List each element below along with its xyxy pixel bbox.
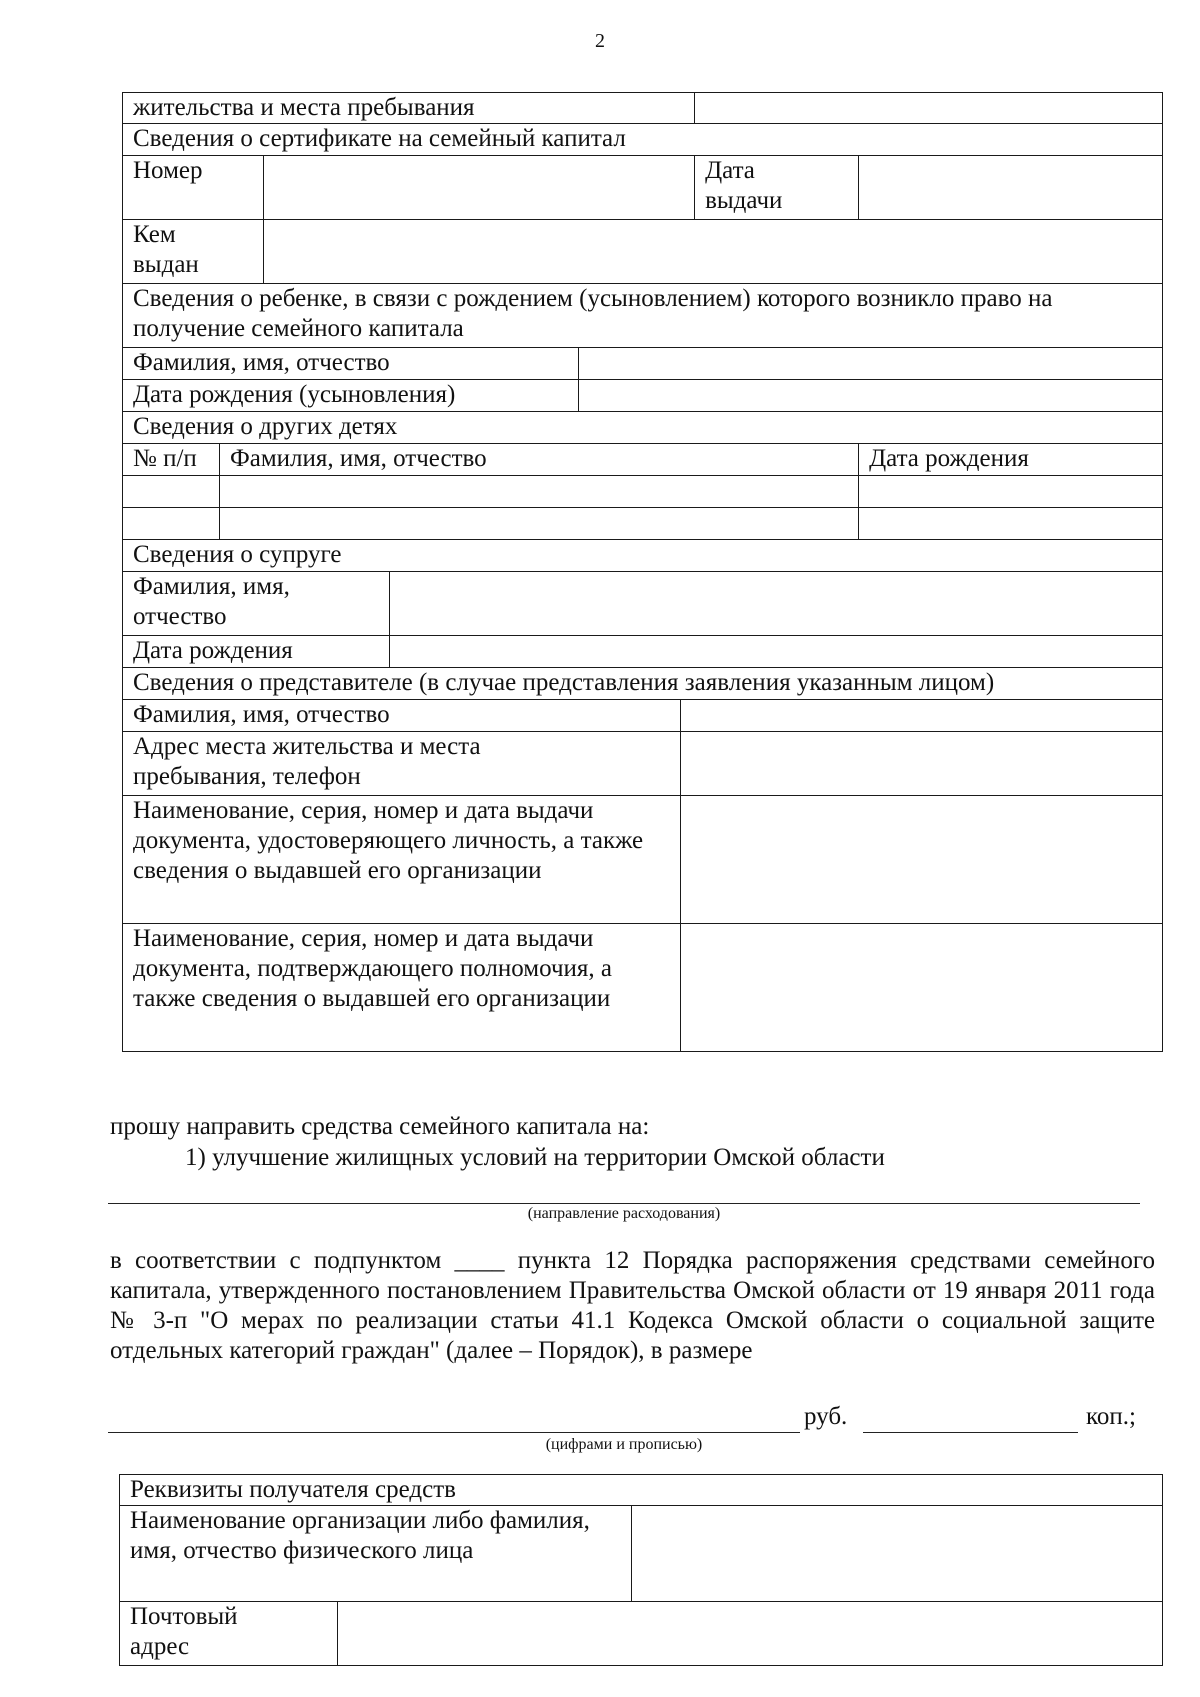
child-birth-label: Дата рождения (усыновления)	[123, 380, 579, 412]
amount-caption: (цифрами и прописью)	[545, 1436, 703, 1453]
row-name-cell[interactable]	[220, 476, 859, 508]
rep-address-value-cell[interactable]	[681, 732, 1163, 796]
amount-rub-line[interactable]	[108, 1432, 800, 1433]
cert-issuer-label: Кем выдан	[123, 220, 264, 284]
direction-caption: (направление расходования)	[527, 1205, 721, 1222]
cert-number-value-cell[interactable]	[264, 156, 695, 220]
rub-label: руб.	[804, 1403, 848, 1430]
representative-section-header: Сведения о представителе (в случае представления заявления указанным лицом)	[123, 668, 1163, 700]
kop-label: коп.;	[1086, 1403, 1136, 1430]
cert-date-label: Дата выдачи	[695, 156, 859, 220]
residence-value-cell[interactable]	[695, 93, 1163, 124]
rep-id-doc-label: Наименование, серия, номер и дата выдачи документа, удостоверяющего личность, а также сведения о выдавшей его организации	[123, 796, 681, 924]
spouse-birth-value-cell[interactable]	[390, 636, 1163, 668]
other-children-header: Сведения о других детях	[123, 412, 1163, 444]
recipient-details-table	[119, 1474, 1163, 1666]
postal-address-label: Почтовый адрес	[120, 1602, 338, 1666]
column-header-number: № п/п	[123, 444, 220, 476]
child-section-header: Сведения о ребенке, в связи с рождением (усыновлением) которого возникло право на получение семейного капитала	[123, 284, 1163, 348]
spouse-section-header: Сведения о супруге	[123, 540, 1163, 572]
spouse-name-value-cell[interactable]	[390, 572, 1163, 636]
rep-name-label: Фамилия, имя, отчество	[123, 700, 681, 732]
rep-name-value-cell[interactable]	[681, 700, 1163, 732]
spouse-birth-label: Дата рождения	[123, 636, 390, 668]
rep-auth-doc-label: Наименование, серия, номер и дата выдачи документа, подтверждающего полномочия, а также сведения о выдавшей его организации	[123, 924, 681, 1052]
table-row	[123, 476, 1163, 508]
column-header-birth-date: Дата рождения	[859, 444, 1163, 476]
spouse-name-label: Фамилия, имя, отчество	[123, 572, 390, 636]
direction-underline[interactable]	[108, 1203, 1140, 1204]
rep-auth-doc-value-cell[interactable]	[681, 924, 1163, 1052]
column-header-name: Фамилия, имя, отчество	[220, 444, 859, 476]
table-row	[123, 508, 1163, 540]
row-birth-cell[interactable]	[859, 508, 1163, 540]
main-paragraph: в соответствии с подпунктом ____ пункта 12 Порядка распоряжения средствами семейного капитала, утвержденного постановлением Правительства Омской области от 19 января 2011 года № 3-п "О мерах по реализации статьи 41.1 Кодекса Омской области о социальной защите отдельных категорий граждан" (далее – Порядок), в размере	[110, 1247, 1155, 1364]
request-line: прошу направить средства семейного капитала на:	[110, 1113, 650, 1140]
direction-item: 1) улучшение жилищных условий на территории Омской области	[185, 1144, 885, 1171]
cert-date-value-cell[interactable]	[859, 156, 1163, 220]
row-number-cell[interactable]	[123, 508, 220, 540]
recipient-name-label: Наименование организации либо фамилия, имя, отчество физического лица	[120, 1506, 632, 1602]
page-number: 2	[595, 30, 605, 52]
cert-issuer-value-cell[interactable]	[264, 220, 1163, 284]
residence-label: жительства и места пребывания	[123, 93, 695, 124]
row-name-cell[interactable]	[220, 508, 859, 540]
rep-id-doc-value-cell[interactable]	[681, 796, 1163, 924]
child-name-label: Фамилия, имя, отчество	[123, 348, 579, 380]
cert-number-label: Номер	[123, 156, 264, 220]
recipient-name-value-cell[interactable]	[632, 1506, 1163, 1602]
applicant-form-table	[122, 92, 1163, 1052]
child-birth-value-cell[interactable]	[579, 380, 1163, 412]
postal-address-value-cell[interactable]	[338, 1602, 1163, 1666]
row-number-cell[interactable]	[123, 476, 220, 508]
child-name-value-cell[interactable]	[579, 348, 1163, 380]
rep-address-label: Адрес места жительства и места пребывания, телефон	[123, 732, 681, 796]
amount-kop-line[interactable]	[863, 1432, 1078, 1433]
recipient-section-header: Реквизиты получателя средств	[120, 1475, 1163, 1506]
certificate-section-header: Сведения о сертификате на семейный капитал	[123, 124, 1163, 156]
row-birth-cell[interactable]	[859, 476, 1163, 508]
